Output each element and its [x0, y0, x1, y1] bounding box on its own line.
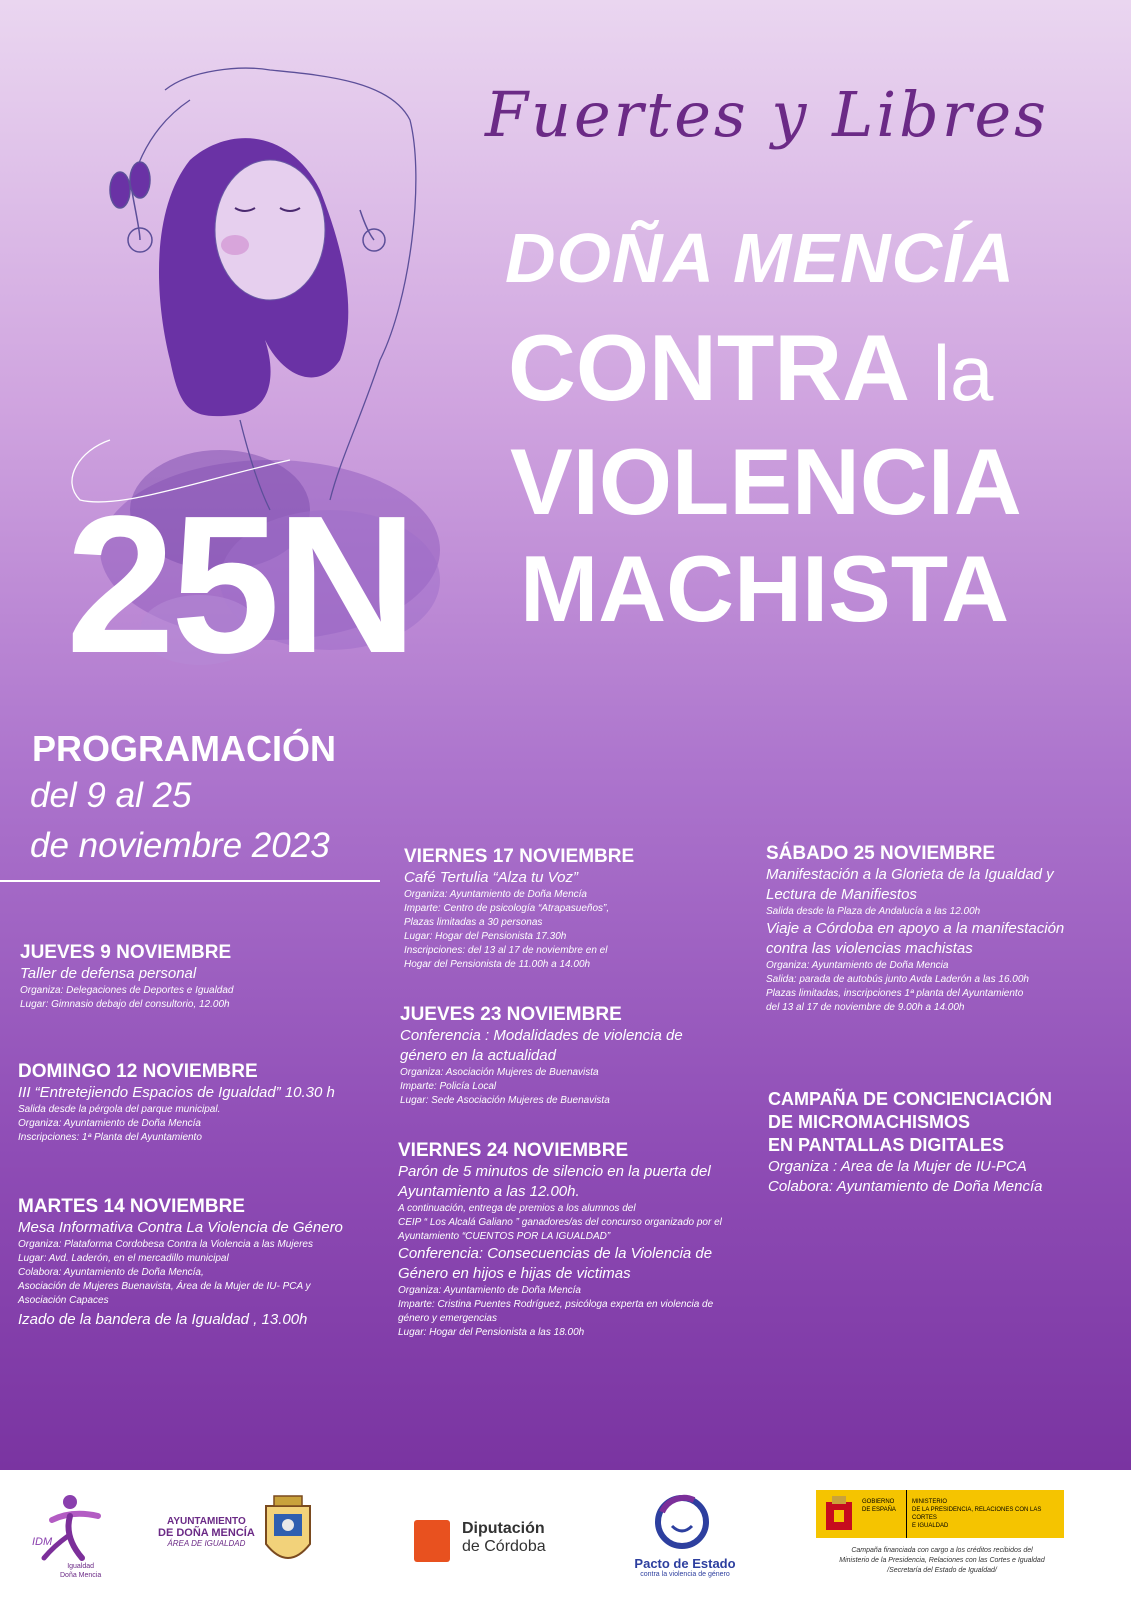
event-detail: Organiza: Ayuntamiento de Doña Mencia — [766, 960, 949, 971]
event-title: Mesa Informativa Contra La Violencia de Género — [18, 1219, 343, 1236]
event-day: JUEVES 23 NOVIEMBRE — [400, 1004, 622, 1025]
pacto-line-1: Pacto de Estado — [634, 1556, 736, 1571]
event-day: VIERNES 24 NOVIEMBRE — [398, 1140, 629, 1161]
campaign-detail: Colabora: Ayuntamiento de Doña Mencía — [768, 1178, 1043, 1195]
event-detail: Salida: parada de autobús junto Avda Laderón a las 16.00h — [766, 974, 1029, 985]
event-title: Lectura de Manifiestos — [766, 886, 917, 903]
event-detail: del 13 al 17 de noviembre de 9.00h a 14.00h — [766, 1002, 965, 1013]
event-detail: Asociación de Mujeres Buenavista, Área de la Mujer de IU- PCA y — [18, 1281, 311, 1292]
event-detail: Plazas limitadas, inscripciones 1ª planta del Ayuntamiento — [766, 988, 1024, 999]
event-detail: Imparte: Centro de psicología “Atrapasueños”, — [404, 903, 610, 914]
headline-contra — [508, 315, 994, 423]
event-jueves-23 — [400, 1004, 683, 1108]
event-detail: género y emergencias — [398, 1313, 497, 1324]
program-divider — [0, 880, 380, 882]
ayto-line-3: ÁREA DE IGUALDAD — [167, 1539, 246, 1548]
event-detail: Plazas limitadas a 30 personas — [404, 917, 543, 928]
event-detail: Imparte: Cristina Puentes Rodríguez, psicóloga experta en violencia de — [398, 1299, 714, 1310]
event-title: Viaje a Córdoba en apoyo a la manifestación — [766, 920, 1065, 937]
funding-note — [812, 1546, 1072, 1576]
funding-line-1: Campaña financiada con cargo a los créditos recibidos del — [851, 1547, 1033, 1554]
program-range-2: de noviembre 2023 — [30, 826, 330, 865]
event-detail: Organiza: Ayuntamiento de Doña Mencía — [404, 889, 587, 900]
event-day: MARTES 14 NOVIEMBRE — [18, 1196, 245, 1217]
event-title: género en la actualidad — [400, 1047, 556, 1064]
funding-line-3: /Secretaría del Estado de Igualdad/ — [887, 1567, 997, 1574]
headline-la-word: la — [932, 329, 994, 417]
event-detail: Lugar: Hogar del Pensionista 17.30h — [404, 931, 567, 942]
headline-town: DOÑA MENCÍA — [505, 219, 1016, 297]
event-detail: Inscripciones: 1ª Planta del Ayuntamiento — [18, 1132, 202, 1143]
event-title: Manifestación a la Glorieta de la Igualdad y — [766, 866, 1054, 883]
idm-figure-icon — [32, 1492, 112, 1562]
event-day: VIERNES 17 NOVIEMBRE — [404, 846, 635, 867]
event-title: Conferencia : Modalidades de violencia de — [400, 1027, 683, 1044]
event-detail: Organiza: Asociación Mujeres de Buenavista — [400, 1067, 599, 1078]
event-detail: Salida desde la Plaza de Andalucía a las 12.00h — [766, 906, 981, 917]
event-viernes-17 — [404, 846, 634, 972]
min-line-3: E IGUALDAD — [912, 1523, 949, 1529]
script-title: Fuertes y Libres — [485, 78, 1049, 151]
event-title: Parón de 5 minutos de silencio en la puerta del — [398, 1163, 711, 1180]
pacto-logo-text — [630, 1556, 740, 1578]
headline-violencia: VIOLENCIA — [510, 429, 1022, 534]
headline-machista: MACHISTA — [520, 536, 1010, 641]
min-line-1: MINISTERIO — [912, 1499, 948, 1505]
event-detail: Asociación Capaces — [18, 1295, 109, 1306]
event-detail: Organiza: Plataforma Cordobesa Contra la Violencia a las Mujeres — [18, 1239, 313, 1250]
big-date-25n: 25N — [66, 475, 414, 694]
funding-line-2: Ministerio de la Presidencia, Relaciones con las Cortes e Igualdad — [839, 1557, 1045, 1564]
ayto-line-1: AYUNTAMIENTO — [167, 1516, 246, 1527]
event-detail: Lugar: Sede Asociación Mujeres de Buenavista — [400, 1095, 610, 1106]
event-detail: CEIP “ Los Alcalá Galiano ” ganadores/as del concurso organizado por el — [398, 1217, 722, 1228]
event-title: III “Entretejiendo Espacios de Igualdad” 10.30 h — [18, 1084, 335, 1101]
event-detail: Hogar del Pensionista de 11.00h a 14.00h — [404, 959, 591, 970]
footer-logos — [0, 1470, 1131, 1600]
pacto-line-2: contra la violencia de género — [640, 1571, 730, 1578]
min-line-2: DE LA PRESIDENCIA, RELACIONES CON LAS CORTES — [912, 1507, 1042, 1521]
event-jueves-9 — [20, 942, 233, 1012]
campaign-detail: Organiza : Area de la Mujer de IU-PCA — [768, 1158, 1027, 1175]
spain-shield-icon — [822, 1494, 856, 1534]
headline-contra-word: CONTRA — [508, 315, 907, 420]
event-detail: Imparte: Policía Local — [400, 1081, 497, 1092]
event-detail: Lugar: Gimnasio debajo del consultorio, 12.00h — [20, 999, 230, 1010]
gob-line-1: GOBIERNO — [862, 1499, 895, 1505]
event-detail: Lugar: Avd. Laderón, en el mercadillo municipal — [18, 1253, 229, 1264]
program-range-1: del 9 al 25 — [30, 776, 192, 815]
idm-caption — [60, 1562, 101, 1580]
event-title: Conferencia: Consecuencias de la Violencia de — [398, 1245, 713, 1262]
event-detail: Organiza: Ayuntamiento de Doña Mencía — [398, 1285, 581, 1296]
event-detail: Organiza: Delegaciones de Deportes e Igualdad — [20, 985, 234, 996]
ayuntamiento-logo-text — [158, 1516, 255, 1548]
event-title: Taller de defensa personal — [20, 965, 197, 982]
dipu-line-1: Diputación — [462, 1520, 545, 1537]
event-detail: Lugar: Hogar del Pensionista a las 18.00h — [398, 1327, 585, 1338]
campaign-block — [768, 1088, 1052, 1197]
campaign-heading: CAMPAÑA DE CONCIENCIACIÓN — [768, 1089, 1053, 1109]
event-detail: A continuación, entrega de premios a los alumnos del — [398, 1203, 636, 1214]
ayto-line-2: DE DOÑA MENCÍA — [158, 1527, 255, 1539]
gobierno-text — [862, 1498, 896, 1514]
event-title: Ayuntamiento a las 12.00h. — [398, 1183, 580, 1200]
event-title: Izado de la bandera de la Igualdad , 13.00h — [18, 1311, 308, 1328]
event-day: SÁBADO 25 NOVIEMBRE — [766, 843, 996, 864]
event-domingo-12 — [18, 1061, 335, 1145]
event-detail: Salida desde la pérgola del parque municipal. — [18, 1104, 221, 1115]
ministerio-text — [912, 1498, 1064, 1530]
idm-caption-2: Doña Mencia — [60, 1572, 102, 1579]
gob-line-2: DE ESPAÑA — [862, 1507, 896, 1513]
event-day: JUEVES 9 NOVIEMBRE — [20, 942, 232, 963]
program-title: PROGRAMACIÓN — [32, 728, 336, 769]
event-detail: Ayuntamiento “CUENTOS POR LA IGUALDAD” — [398, 1231, 611, 1242]
idm-caption-1: Igualdad — [67, 1563, 95, 1570]
event-detail: Inscripciones: del 13 al 17 de noviembre en el — [404, 945, 608, 956]
event-day: DOMINGO 12 NOVIEMBRE — [18, 1061, 258, 1082]
dipu-line-2: de Córdoba — [462, 1538, 546, 1555]
idm-mark: IDM — [32, 1536, 53, 1548]
idm-logo — [32, 1492, 112, 1592]
event-title: contra las violencias machistas — [766, 940, 973, 957]
event-sabado-25 — [766, 843, 1064, 1015]
event-detail: Colabora: Ayuntamiento de Doña Mencía, — [18, 1267, 204, 1278]
campaign-heading: EN PANTALLAS DIGITALES — [768, 1135, 1004, 1155]
event-detail: Organiza: Ayuntamiento de Doña Mencía — [18, 1118, 201, 1129]
event-title: Género en hijos e hijas de victimas — [398, 1265, 631, 1282]
diputacion-logo-text — [462, 1520, 546, 1556]
campaign-heading: DE MICROMACHISMOS — [768, 1112, 970, 1132]
banner-divider — [906, 1490, 907, 1538]
gobierno-banner — [816, 1490, 1064, 1538]
diputacion-icon — [414, 1520, 450, 1562]
event-viernes-24 — [398, 1140, 722, 1340]
coat-of-arms-icon — [258, 1492, 318, 1572]
event-martes-14 — [18, 1196, 343, 1330]
event-title: Café Tertulia “Alza tu Voz” — [404, 869, 578, 886]
pacto-estado-icon — [648, 1492, 718, 1552]
